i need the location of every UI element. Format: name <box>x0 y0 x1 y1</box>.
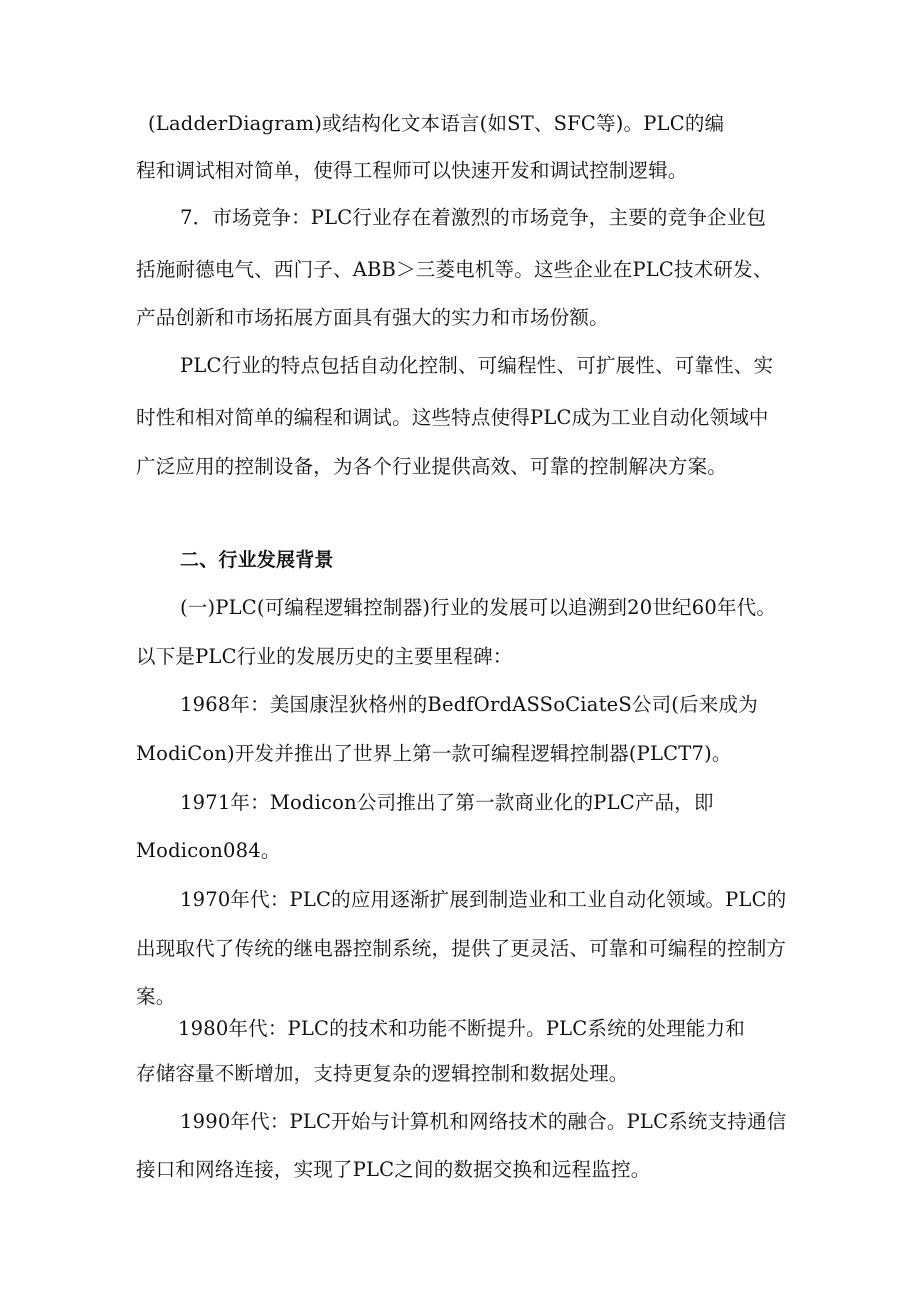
paragraph-line: 产品创新和市场拓展方面具有强大的实力和市场份额。 <box>136 306 609 329</box>
paragraph-line: 程和调试相对简单，使得工程师可以快速开发和调试控制逻辑。 <box>136 159 688 182</box>
paragraph-line: 出现取代了传统的继电器控制系统，提供了更灵活、可靠和可编程的控制方 <box>136 937 787 960</box>
paragraph-line: 7．市场竞争：PLC行业存在着激烈的市场竞争，主要的竞争企业包 <box>180 206 767 229</box>
paragraph-line: PLC行业的特点包括自动化控制、可编程性、可扩展性、可靠性、实 <box>180 354 774 377</box>
paragraph-line: 1990年代：PLC开始与计算机和网络技术的融合。PLC系统支持通信 <box>180 1110 787 1133</box>
paragraph-line: (一)PLC(可编程逻辑控制器)行业的发展可以追溯到20世纪60年代。 <box>180 596 777 619</box>
paragraph-line: 广泛应用的控制设备，为各个行业提供高效、可靠的控制解决方案。 <box>136 455 728 478</box>
paragraph-line: 接口和网络连接，实现了PLC之间的数据交换和远程监控。 <box>136 1158 651 1181</box>
paragraph-line: 1970年代：PLC的应用逐渐扩展到制造业和工业自动化领域。PLC的 <box>180 888 787 911</box>
paragraph-line: (LadderDiagram)或结构化文本语言(如ST、SFC等)。PLC的编 <box>148 112 725 135</box>
paragraph-line: ModiCon)开发并推出了世界上第一款可编程逻辑控制器(PLCT7)。 <box>136 742 732 765</box>
paragraph-line: Modicon084。 <box>136 839 281 862</box>
paragraph-line: 存储容量不断增加，支持更复杂的逻辑控制和数据处理。 <box>136 1062 629 1085</box>
paragraph-line: 1971年：Modicon公司推出了第一款商业化的PLC产品，即 <box>180 791 714 814</box>
paragraph-line: 括施耐德电气、西门子、ABB＞三菱电机等。这些企业在PLC技术研发、 <box>136 258 773 281</box>
paragraph-line: 时性和相对简单的编程和调试。这些特点使得PLC成为工业自动化领域中 <box>136 406 769 429</box>
paragraph-line: 1980年代：PLC的技术和功能不断提升。PLC系统的处理能力和 <box>178 1017 746 1040</box>
paragraph-line: 1968年：美国康涅狄格州的BedfOrdASSoCiateS公司(后来成为 <box>180 693 758 716</box>
paragraph-line: 案。 <box>136 985 176 1008</box>
section-heading: 二、行业发展背景 <box>180 549 334 571</box>
paragraph-line: 以下是PLC行业的发展历史的主要里程碑： <box>136 645 513 668</box>
